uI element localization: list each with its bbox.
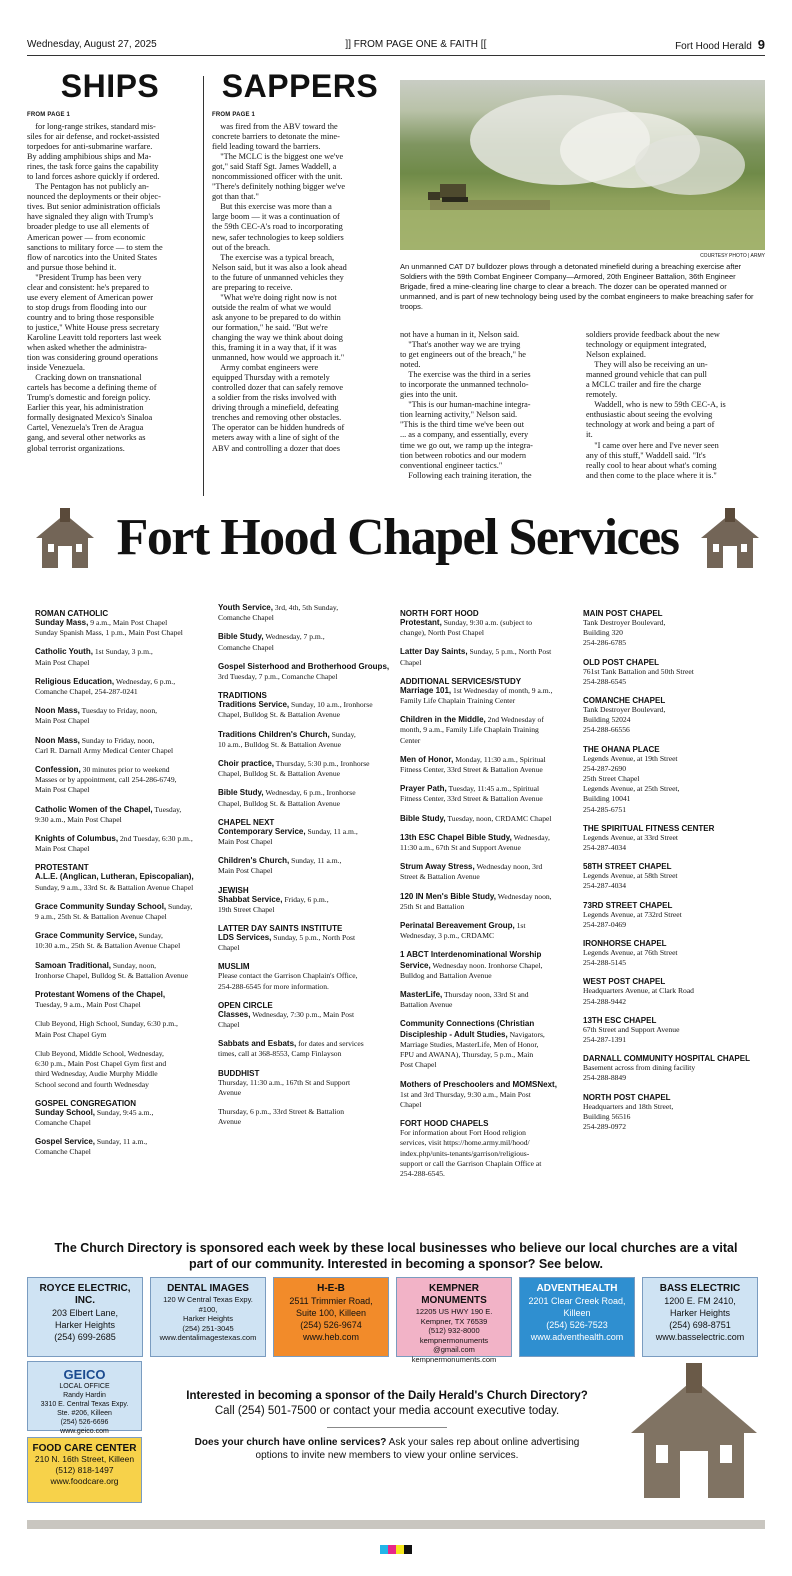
listing-entry: Legends Avenue, at 33rd Street 254-287-4034 — [583, 832, 678, 853]
listing-entry: Bible Study, Wednesday, 6 p.m., Ironhorse Chapel, Bulldog St. & Battalion Avenue — [218, 788, 356, 808]
listing-section-heading: CHAPEL NEXT — [218, 817, 275, 827]
promo-online: Does your church have online services? Ask your sales rep about online advertising options to invite new members to view your online services. — [194, 1437, 580, 1461]
sponsor-card[interactable]: DENTAL IMAGES 120 W Central Texas Expy. #100, Harker Heights (254) 251-3045 www.dentalimagestexas.com — [150, 1277, 266, 1357]
listing-entry: Strum Away Stress, Wednesday noon, 3rd Street & Battalion Avenue — [400, 862, 543, 882]
listing-entry: For information about Fort Hood religion services, visit https://home.army.mil/hood/ index.php/units-tenants/garrison/religious- support or call the Garrison Chaplain Office at 254-288-6545. — [400, 1128, 542, 1178]
listing-entry: Sunday School, Sunday, 9:45 a.m., Comanche Chapel — [35, 1107, 154, 1127]
listing-entry: Traditions Service, Sunday, 10 a.m., Ironhorse Chapel, Bulldog St. & Battalion Avenue — [218, 700, 373, 720]
listing-entry: Noon Mass, Sunday to Friday, noon, Carl R. Darnall Army Medical Center Chapel — [35, 735, 174, 755]
listing-entry: Thursday, 11:30 a.m., 167th St and Support Avenue — [218, 1077, 351, 1097]
footer-bar — [27, 1520, 765, 1529]
listing-entry: Gospel Service, Sunday, 11 a.m., Comanche Chapel — [35, 1137, 148, 1157]
listing-section-heading: THE SPIRITUAL FITNESS CENTER — [583, 823, 715, 833]
listing-column-1 — [35, 603, 215, 1167]
chapel-banner — [20, 500, 775, 590]
listing-section-heading: BUDDHIST — [218, 1068, 260, 1078]
chapel-services-title: Fort Hood Chapel Services — [116, 509, 679, 566]
sponsor-card[interactable]: ADVENTHEALTH 2201 Clear Creek Road, Killeen (254) 526-7523 www.adventhealth.com — [519, 1277, 635, 1357]
church-mosaic-icon — [622, 1363, 765, 1503]
listing-entry: A.L.E. (Anglican, Lutheran, Episcopalian), Sunday, 9 a.m., 33rd St. & Battalion Avenue Chapel — [35, 872, 194, 892]
listing-section-heading: OPEN CIRCLE — [218, 1000, 273, 1010]
promo-call: Call (254) 501-7500 or contact your media account executive today. — [214, 1405, 560, 1417]
listing-section-heading: FORT HOOD CHAPELS — [400, 1119, 489, 1129]
minefield-scene-illustration — [400, 80, 765, 250]
header-date: Wednesday, August 27, 2025 — [27, 39, 157, 50]
listing-entry: 120 IN Men's Bible Study, Wednesday noon, 25th St and Battalion — [400, 891, 552, 911]
listing-entry: Please contact the Garrison Chaplain's Office, 254-288-6545 for more information. — [218, 971, 358, 991]
listing-column-2 — [218, 603, 398, 1137]
listing-section-heading: LATTER DAY SAINTS INSTITUTE — [218, 924, 343, 934]
column-divider — [203, 76, 204, 496]
listing-entry: Perinatal Bereavement Group, 1st Wednesday, 3 p.m., CRDAMC — [400, 921, 526, 941]
listing-entry: Community Connections (Christian Discipleship - Adult Studies, Navigators, Marriage Studies, MasterLife, Men of Honor, FPU and AWANA), Thursday, 5 p.m., Main Post Chapel — [400, 1019, 545, 1070]
bulldozer-photo — [400, 80, 765, 250]
food-care-card[interactable] — [27, 1437, 142, 1503]
listing-entry: Sabbats and Esbats, for dates and services times, call at 368-8553, Camp Finlayson — [218, 1039, 364, 1059]
chapel-right-icon — [695, 508, 765, 572]
listing-section-heading: GOSPEL CONGREGATION — [35, 1098, 137, 1108]
listing-section-heading: IRONHORSE CHAPEL — [583, 939, 667, 949]
promo-question: Interested in becoming a sponsor of the Daily Herald's Church Directory? — [186, 1390, 588, 1402]
listing-entry: Tank Destroyer Boulevard, Building 52024 254-288-66556 — [583, 705, 666, 735]
listing-section-heading: 13TH ESC CHAPEL — [583, 1015, 657, 1025]
listing-entry: Religious Education, Wednesday, 6 p.m., Comanche Chapel, 254-287-0241 — [35, 676, 176, 697]
promo-divider — [327, 1427, 447, 1428]
listing-entry: Catholic Women of the Chapel, Tuesday, 9:30 a.m., Main Post Chapel — [35, 804, 182, 824]
sponsor-card[interactable]: H-E-B 2511 Trimmier Road, Suite 100, Killeen (254) 526-9674 www.heb.com — [273, 1277, 389, 1357]
sappers-article-col3: soldiers provide feedback about the new technology or equipment integrated, Nelson explained. They will also be receiving an un- manned ground vehicle that can pull a MCLC trailer and fire the charge remotely. Waddell, who is new to 59th CEC-A, is enthusiastic about seeing the evolving technology at work and being a part of it. "I came over here and I've never seen any of this stuff," Waddell said. "It's really cool to hear about what's coming and then come to the place where it is." — [586, 330, 726, 480]
geico-card[interactable] — [27, 1361, 142, 1435]
listing-entry: Contemporary Service, Sunday, 11 a.m., Main Post Chapel — [218, 826, 358, 847]
listing-entry: Legends Avenue, at 732rd Street 254-287-0469 — [583, 909, 682, 929]
listing-section-heading: WEST POST CHAPEL — [583, 977, 666, 987]
sponsor-card[interactable]: ROYCE ELECTRIC, INC. 203 Elbert Lane, Harker Heights (254) 699-2685 — [27, 1277, 143, 1357]
listing-entry: Youth Service, 3rd, 4th, 5th Sunday, Comanche Chapel — [218, 603, 339, 623]
listing-section-heading: ADDITIONAL SERVICES/STUDY — [400, 676, 522, 686]
ships-article: for long-range strikes, standard mis- siles for air defense, and rocket-assisted torpedoes for anti-submarine warfare. By adding amphibious ships and Ma- rines, the task force gains the capability to land forces ashore quickly if ordered. The Pentagon has not publicly an- nounced the deployments or their objec- tives. But senior administration officials have signaled they align with Trump's broader pledge to use all elements of American power — from economic sanctions to military force — to stem the flow of narcotics into the United States and pursue those behind it. "President Trump has been very clear and consistent: he's prepared to use every element of American power to stop drugs from flooding into our country and to bring those responsible to justice," White House press secretary Karoline Leavitt told reporters last week when asked whether the administra- tion was considering ground operations inside Venezuela. Cracking down on transnational cartels has become a defining theme of Trump's domestic and foreign policy. Earlier this year, his administration formally designated Mexico's Sinaloa Cartel, Venezuela's Tren de Aragua gang, and several other networks as global terrorist organizations. — [27, 122, 163, 453]
listing-column-3 — [400, 603, 580, 1188]
sappers-jump-label: FROM PAGE 1 — [212, 112, 256, 118]
color-registration-marks — [380, 1545, 412, 1554]
listing-section-heading: OLD POST CHAPEL — [583, 657, 660, 667]
page-header — [27, 34, 765, 56]
listing-entry: Catholic Youth, 1st Sunday, 3 p.m., Main Post Chapel — [35, 647, 153, 667]
listing-entry: Gospel Sisterhood and Brotherhood Groups, 3rd Tuesday, 7 p.m., Comanche Chapel — [218, 661, 390, 682]
listing-section-heading: JEWISH — [218, 885, 249, 895]
listing-entry: MasterLife, Thursday noon, 33rd St and Battalion Avenue — [400, 990, 529, 1010]
listing-section-heading: THE OHANA PLACE — [583, 744, 660, 754]
listing-entry: LDS Services, Sunday, 5 p.m., North Post Chapel — [218, 933, 356, 953]
chapel-left-icon — [30, 508, 100, 572]
photo-credit: COURTESY PHOTO | ARMY — [700, 253, 765, 259]
sappers-article-col1: was fired from the ABV toward the concrete barriers to detonate the mine- field leading toward the barriers. "The MCLC is the biggest one we've got," said Staff Sgt. James Waddell, a noncommissioned officer with the unit. "There's definitely nothing bigger we've got than that." But this exercise was more than a large boom — it was a continuation of the 59th CEC-A's road to incorporating new, safer technologies to keep soldiers out of the breach. The exercise was a typical breach, Nelson said, but it was also a look ahead to the future of unmanned vehicles they are preparing to receive. "What we're doing right now is not outside the realm of what we would ask anyone to be prepared to do within our formation," he said. "But we're changing the way we think about doing this, framing it in a way that, if it was unmanned, how would we approach it." Army combat engineers were equipped Thursday with a remotely controlled dozer that can safely remove a soldier from the risks involved with driving through a minefield, defeating trenches and removing other obstacles. The operator can be hidden hundreds of meters away with a line of sight of the ABV and controlling a dozer that does — [212, 122, 347, 453]
ships-headline: SHIPS — [60, 68, 160, 104]
listing-section-heading: MUSLIM — [218, 962, 250, 972]
listing-entry: 67th Street and Support Avenue 254-287-1391 — [583, 1024, 680, 1045]
listing-entry: Latter Day Saints, Sunday, 5 p.m., North Post Chapel — [400, 647, 552, 667]
header-paper: Fort Hood Herald 9 — [675, 37, 765, 52]
listing-section-heading: TRADITIONS — [218, 691, 267, 701]
listing-entry: Grace Community Service, Sunday, 10:30 a.m., 25th St. & Battalion Avenue Chapel — [35, 931, 181, 951]
listing-entry: Children's Church, Sunday, 11 a.m., Main Post Chapel — [218, 856, 342, 876]
listing-section-heading: MAIN POST CHAPEL — [583, 609, 663, 618]
listing-entry: Prayer Path, Tuesday, 11:45 a.m., Spiritual Fitness Center, 33rd Street & Battalion Avenue — [400, 784, 543, 804]
listing-entry: Legends Avenue, at 19th Street 254-287-2690 25th Street Chapel Legends Avenue, at 25th Street, Building 10041 254-285-6751 — [583, 753, 680, 814]
listing-column-4 — [583, 603, 763, 1141]
listing-section-heading: ROMAN CATHOLIC — [35, 609, 109, 618]
listing-entry: Grace Community Sunday School, Sunday, 9 a.m., 25th St. & Battalion Avenue Chapel — [35, 901, 193, 922]
chapel-listings — [35, 603, 770, 1243]
ships-jump-label: FROM PAGE 1 — [27, 112, 71, 118]
listing-section-heading: 58TH STREET CHAPEL — [583, 862, 672, 872]
sponsor-card[interactable]: KEMPNER MONUMENTS 12205 US HWY 190 E. Kempner, TX 76539 (512) 932-8000 kempnermonuments @gmail.com kempnermonuments.com — [396, 1277, 512, 1357]
listing-entry: Club Beyond, High School, Sunday, 6:30 p.m., Main Post Chapel Gym — [35, 1019, 178, 1039]
listing-entry: Shabbat Service, Friday, 6 p.m., 19th Street Chapel — [218, 894, 329, 914]
listing-section-heading: 73RD STREET CHAPEL — [583, 900, 673, 910]
food-care-name: FOOD CARE CENTER — [32, 1443, 137, 1454]
geico-details: LOCAL OFFICE Randy Hardin 3310 E. Central Texas Expy. Ste. #206, Killeen (254) 526-6696 www.geico.com — [40, 1383, 129, 1435]
listing-entry: 13th ESC Chapel Bible Study, Wednesday, 11:30 a.m., 67th St and Support Avenue — [400, 832, 550, 853]
listing-entry: Tank Destroyer Boulevard, Building 320 254-286-6785 — [583, 618, 666, 648]
sponsor-card[interactable]: BASS ELECTRIC 1200 E. FM 2410, Harker Heights (254) 698-8751 www.basselectric.com — [642, 1277, 758, 1357]
listing-entry: Bible Study, Tuesday, noon, CRDAMC Chapel — [400, 813, 552, 823]
listing-section-heading: COMANCHE CHAPEL — [583, 696, 666, 706]
sappers-article-col2: not have a human in it, Nelson said. "That's another way we are trying to get engineers out of the breach," he noted. The exercise was the third in a series to incorporate the unmanned technolo- gies into the unit. "This is our human-machine integra- tion learning activity," Nelson said. "This is the third time we've been out ... as a company, and essentially, every time we go out, we ramp up the integra- tion between robotics and our modern conventional engineer tactics." Following each training iteration, the — [400, 330, 533, 480]
photo-caption: An unmanned CAT D7 bulldozer plows through a detonated minefield during a breaching exercise after Soldiers with the 59th Combat Engineer Company—Armored, 20th Engineer Battalion, 36th Engineer Brigade, fired a mine-clearing line charge to clear a breach. The dozer can be operated manned or unmanned, and is part of new technology being used by the combat engineers to make breaching safer for troops. — [400, 262, 754, 311]
listing-entry: Protestant, Sunday, 9:30 a.m. (subject to change), North Post Chapel — [400, 618, 532, 638]
listing-section-heading: NORTH FORT HOOD — [400, 609, 479, 618]
listing-entry: Marriage 101, 1st Wednesday of month, 9 a.m., Family Life Chaplain Training Center — [400, 685, 553, 706]
listing-section-heading: DARNALL COMMUNITY HOSPITAL CHAPEL — [583, 1054, 750, 1064]
listing-section-heading: PROTESTANT — [35, 863, 89, 873]
listing-entry: Headquarters and 18th Street, Building 56516 254-289-0972 — [583, 1101, 674, 1132]
listing-entry: Knights of Columbus, 2nd Tuesday, 6:30 p.m., Main Post Chapel — [35, 834, 193, 854]
listing-entry: Headquarters Avenue, at Clark Road 254-288-9442 — [583, 986, 694, 1006]
listing-entry: Basement across from dining facility 254-288-8849 — [583, 1063, 696, 1083]
listing-entry: Men of Honor, Monday, 11:30 a.m., Spiritual Fitness Center, 33rd Street & Battalion Avenue — [400, 754, 546, 775]
listing-entry: Thursday, 6 p.m., 33rd Street & Battalion Avenue — [218, 1107, 345, 1127]
listing-entry: Sunday Mass, 9 a.m., Main Post Chapel Sunday Spanish Mass, 1 p.m., Main Post Chapel — [35, 618, 183, 638]
sponsor-promo — [160, 1373, 614, 1501]
sponsor-cards — [27, 1277, 765, 1364]
listing-entry: Children in the Middle, 2nd Wednesday of month, 9 a.m., Family Life Chaplain Training Center — [400, 715, 544, 745]
listing-entry: Mothers of Preschoolers and MOMSNext, 1st and 3rd Thursday, 9:30 a.m., Main Post Chapel — [400, 1079, 557, 1109]
listing-entry: 1 ABCT Interdenominational Worship Service, Wednesday noon. Ironhorse Chapel, Bulldog and Battalion Avenue — [400, 950, 543, 980]
listing-entry: Noon Mass, Tuesday to Friday, noon, Main Post Chapel — [35, 706, 158, 726]
listing-entry: Bible Study, Wednesday, 7 p.m., Comanche Chapel — [218, 632, 325, 652]
listing-entry: Traditions Children's Church, Sunday, 10 a.m., Bulldog St. & Battalion Avenue — [218, 729, 356, 749]
listing-entry: Legends Avenue, at 58th Street 254-287-4034 — [583, 871, 678, 891]
listing-entry: Classes, Wednesday, 7:30 p.m., Main Post Chapel — [218, 1009, 355, 1030]
listing-entry: Club Beyond, Middle School, Wednesday, 6:30 p.m., Main Post Chapel Gym first and third Wednesday, Audie Murphy Middle School second and fourth Wednesday — [35, 1048, 167, 1089]
listing-entry: Choir practice, Thursday, 5:30 p.m., Ironhorse Chapel, Bulldog St. & Battalion Avenue — [218, 759, 370, 779]
listing-entry: Legends Avenue, at 76th Street 254-288-5145 — [583, 948, 678, 968]
sponsor-statement: The Church Directory is sponsored each week by these local businesses who believe our local churches are a vital part of our community. Interested in becoming a sponsor? See below. — [54, 1241, 738, 1271]
page-number: 9 — [757, 37, 765, 52]
food-care-details: 210 N. 16th Street, Killeen (512) 818-1497 www.foodcare.org — [34, 1454, 135, 1486]
sappers-headline: SAPPERS — [221, 68, 379, 104]
listing-section-heading: NORTH POST CHAPEL — [583, 1092, 671, 1102]
listing-entry: Confession, 30 minutes prior to weekend Masses or by appointment, call 254-286-6749, Main Post Chapel — [35, 765, 177, 795]
geico-logo: GEICO — [63, 1367, 106, 1382]
header-section: ]] FROM PAGE ONE & FAITH [[ — [345, 39, 487, 50]
listing-entry: Samoan Traditional, Sunday, noon, Ironhorse Chapel, Bulldog St. & Battalion Avenue — [35, 960, 188, 980]
listing-entry: Protestant Womens of the Chapel, Tuesday, 9 a.m., Main Post Chapel — [35, 990, 166, 1010]
listing-entry: 761st Tank Battalion and 50th Street 254-288-6545 — [583, 666, 694, 686]
